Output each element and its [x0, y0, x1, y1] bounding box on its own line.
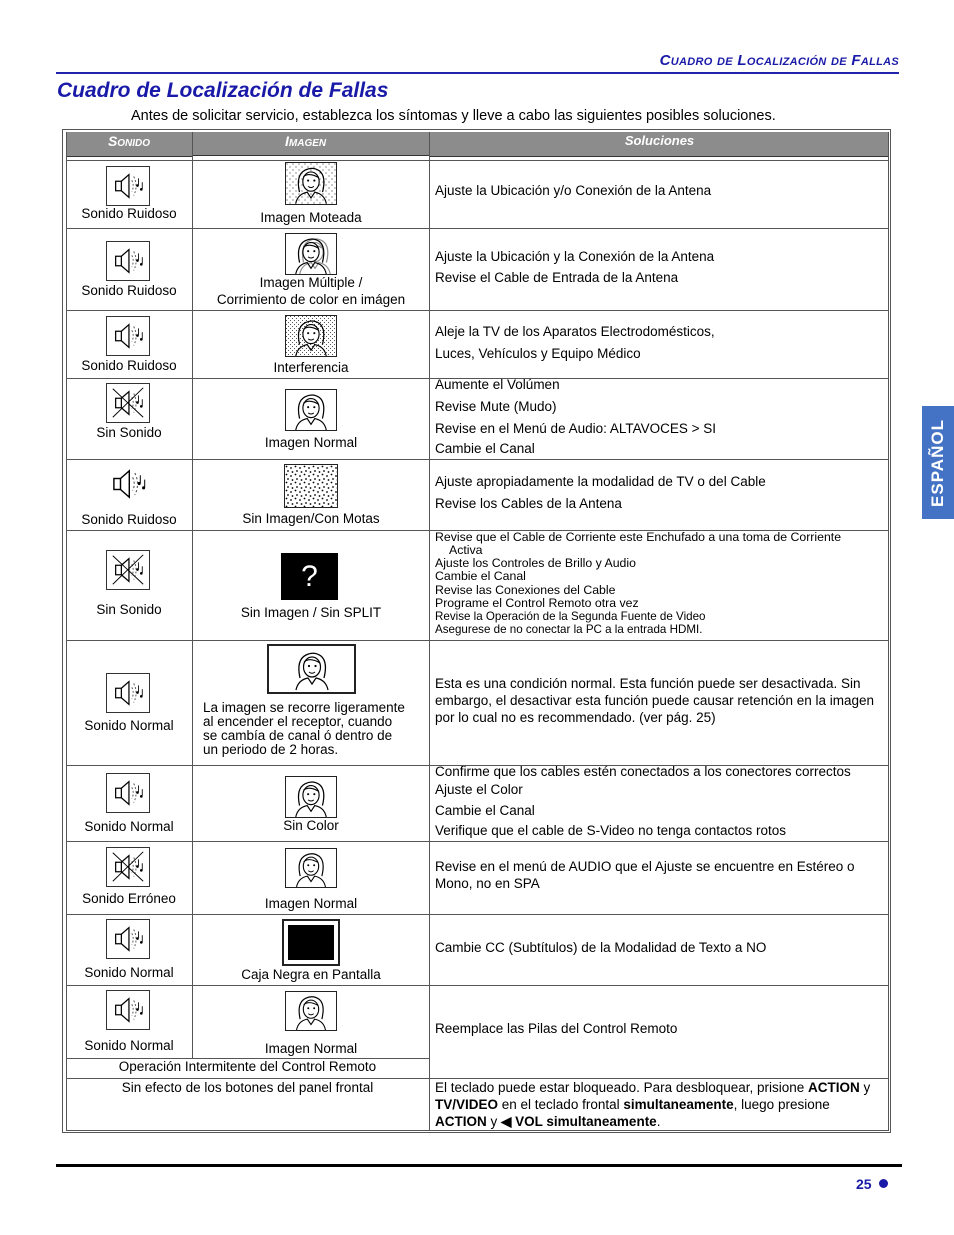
solution-line: Ajuste los Controles de Brillo y Audio — [435, 556, 636, 570]
picture-note-line: La imagen se recorre ligeramente — [203, 700, 405, 715]
solution-line: Activa — [449, 543, 483, 557]
troubleshooting-table — [66, 132, 889, 1131]
solution-line: Cambie el Canal — [435, 441, 535, 456]
header-picture: Imagen — [193, 132, 429, 156]
panel-text-bold: ACTION — [808, 1080, 860, 1095]
no-color-picture-icon — [285, 776, 337, 818]
picture-label: Interferencia — [273, 360, 349, 375]
grid-line — [66, 1130, 889, 1131]
solution-line: Reemplace las Pilas del Control Remoto — [435, 1021, 678, 1036]
solution-line: Ajuste la Ubicación y/o Conexión de la Antena — [435, 183, 712, 198]
grid-line — [66, 310, 889, 311]
picture-label: Imagen Moteada — [260, 210, 362, 225]
running-head: Cuadro de Localización de Fallas — [56, 50, 899, 74]
grid-line — [66, 985, 889, 986]
solution-line: Cambie el Canal — [435, 569, 526, 583]
page-number: 25 — [856, 1176, 872, 1192]
solution-line: Cambie el Canal — [435, 803, 535, 818]
solution-line: Ajuste el Color — [435, 782, 523, 797]
solution-line: Revise en el menú de AUDIO que el Ajuste se encuentre en Estéreo o — [435, 859, 855, 874]
solution-line: Aleje la TV de los Aparatos Electrodomésticos, — [435, 324, 715, 339]
sound-label: Sonido Normal — [84, 819, 174, 834]
page-title: Cuadro de Localización de Fallas — [57, 79, 389, 102]
solution-line: Revise que el Cable de Corriente este Enchufado a una toma de Corriente — [435, 530, 842, 544]
picture-label-line2: Corrimiento de color en imágen — [216, 292, 406, 307]
black-box-picture-icon — [282, 919, 340, 966]
solution-line: por lo cual no es recommendado. (ver pág. 25) — [435, 710, 716, 725]
panel-text: , luego presione — [733, 1097, 830, 1112]
sound-label: Sonido Normal — [84, 718, 174, 733]
normal-sound-icon — [106, 773, 150, 813]
solution-line: Verifique que el cable de S-Video no tenga contactos rotos — [435, 823, 786, 838]
solution-line: Revise los Cables de la Antena — [435, 496, 622, 511]
sound-label: Sonido Erróneo — [82, 891, 176, 906]
noisy-sound-icon — [106, 241, 150, 281]
panel-text-bold: TV/VIDEO — [435, 1097, 499, 1112]
wrong-sound-icon — [106, 847, 150, 887]
panel-text: . — [656, 1114, 661, 1129]
panel-solution-line3 — [435, 1113, 660, 1130]
solution-line: Cambie CC (Subtítulos) de la Modalidad de Texto a NO — [435, 940, 767, 955]
footer-rule — [56, 1164, 902, 1167]
panel-text: El teclado puede estar bloqueado. Para desbloquear, prisione — [435, 1080, 809, 1095]
solution-line: Aumente el Volúmen — [435, 377, 560, 392]
noisy-sound-icon — [106, 316, 150, 356]
picture-note-line: se cambía de canal ó dentro de — [203, 728, 393, 743]
sound-label: Sin Sonido — [96, 425, 162, 440]
normal-picture-icon — [285, 991, 337, 1031]
ghost-picture-icon — [285, 233, 337, 275]
panel-solution-line2 — [435, 1096, 830, 1113]
normal-sound-icon — [106, 919, 150, 959]
picture-label: Imagen Múltiple / — [259, 275, 363, 290]
solution-line: Revise el Cable de Entrada de la Antena — [435, 270, 679, 285]
grid-line — [66, 841, 889, 842]
panel-text-bold: ACTION — [435, 1114, 487, 1129]
picture-label: Imagen Normal — [264, 435, 358, 450]
grid-line — [66, 228, 889, 229]
picture-label: Sin Imagen / Sin SPLIT — [240, 605, 382, 620]
sound-label: Sonido Ruidoso — [81, 512, 177, 527]
sound-label: Sonido Normal — [84, 965, 174, 980]
panel-row-label: Sin efecto de los botones del panel frontal — [121, 1080, 374, 1095]
normal-sound-icon — [106, 673, 150, 713]
sound-label: Sonido Ruidoso — [81, 283, 177, 298]
solution-line: Luces, Vehículos y Equipo Médico — [435, 346, 641, 361]
header-solutions: Soluciones — [430, 132, 889, 157]
header-gap — [66, 156, 889, 161]
picture-note-line: un periodo de 2 horas. — [203, 742, 339, 757]
solution-line: Mono, no en SPA — [435, 876, 540, 891]
muted-sound-icon — [106, 383, 150, 423]
solution-line: embargo, el desactivar esta función puede causar retención en la imagen — [435, 693, 875, 708]
picture-label: Sin Imagen/Con Motas — [242, 511, 380, 526]
normal-picture-icon — [285, 389, 337, 431]
picture-note-line: al encender el receptor, cuando — [203, 714, 393, 729]
language-tab — [922, 406, 954, 519]
panel-text-bold: simultaneamente — [623, 1097, 734, 1112]
solution-line: Revise las Conexiones del Cable — [435, 583, 616, 597]
grid-line — [66, 640, 889, 641]
solution-line: Programe el Control Remoto otra vez — [435, 596, 639, 610]
solution-line: Ajuste la Ubicación y la Conexión de la Antena — [435, 249, 715, 264]
interference-picture-icon — [285, 315, 337, 357]
picture-label: Caja Negra en Pantalla — [241, 967, 381, 982]
sound-label: Sonido Ruidoso — [81, 358, 177, 373]
sound-label: Sin Sonido — [96, 602, 162, 617]
grid-line — [888, 132, 889, 1131]
grid-line — [192, 132, 193, 1059]
picture-label: Imagen Normal — [264, 1041, 358, 1056]
question-mark-icon: ? — [281, 553, 338, 600]
solution-line: Confirme que los cables estén conectados a los conectores correctos — [435, 764, 851, 779]
shifting-picture-icon — [267, 644, 356, 694]
solution-line: Revise la Operación de la Segunda Fuente de Video — [435, 610, 706, 623]
sound-label: Sonido Ruidoso — [81, 206, 177, 221]
loud-noisy-sound-icon — [104, 462, 154, 504]
solution-line: Ajuste apropiadamente la modalidad de TV o del Cable — [435, 474, 766, 489]
normal-sound-icon — [106, 990, 150, 1030]
solution-line: Revise Mute (Mudo) — [435, 399, 557, 414]
panel-text: y — [486, 1114, 502, 1129]
noisy-sound-icon — [106, 166, 150, 206]
header-sound: Sonido — [66, 132, 192, 157]
panel-text: y — [859, 1080, 871, 1095]
mottled-picture-icon — [285, 162, 337, 205]
panel-text-bold: ◀ VOL simultaneamente — [501, 1114, 657, 1129]
grid-line — [429, 132, 430, 1131]
grid-line — [66, 459, 889, 460]
solution-line: Revise en el Menú de Audio: ALTAVOCES > SI — [435, 421, 717, 436]
panel-text: en el teclado frontal — [498, 1097, 624, 1112]
remote-row-label: Operación Intermitente del Control Remoto — [118, 1059, 377, 1074]
muted-sound-icon — [106, 550, 150, 590]
normal-picture-icon — [285, 848, 337, 888]
snow-picture-icon — [284, 464, 338, 508]
solution-line: Asegurese de no conectar la PC a la entrada HDMI. — [435, 623, 703, 636]
grid-line — [66, 914, 889, 915]
solution-line: Esta es una condición normal. Esta función puede ser desactivada. Sin — [435, 676, 861, 691]
intro-text: Antes de solicitar servicio, establezca los síntomas y lleve a cabo las siguientes posibles soluciones. — [131, 108, 776, 124]
language-tab-label: ESPAÑOL — [928, 418, 948, 507]
picture-label: Imagen Normal — [264, 896, 358, 911]
panel-solution-line1 — [435, 1079, 870, 1096]
sound-label: Sonido Normal — [84, 1038, 174, 1053]
picture-label: Sin Color — [283, 818, 339, 833]
bullet-dot-icon — [879, 1179, 888, 1188]
